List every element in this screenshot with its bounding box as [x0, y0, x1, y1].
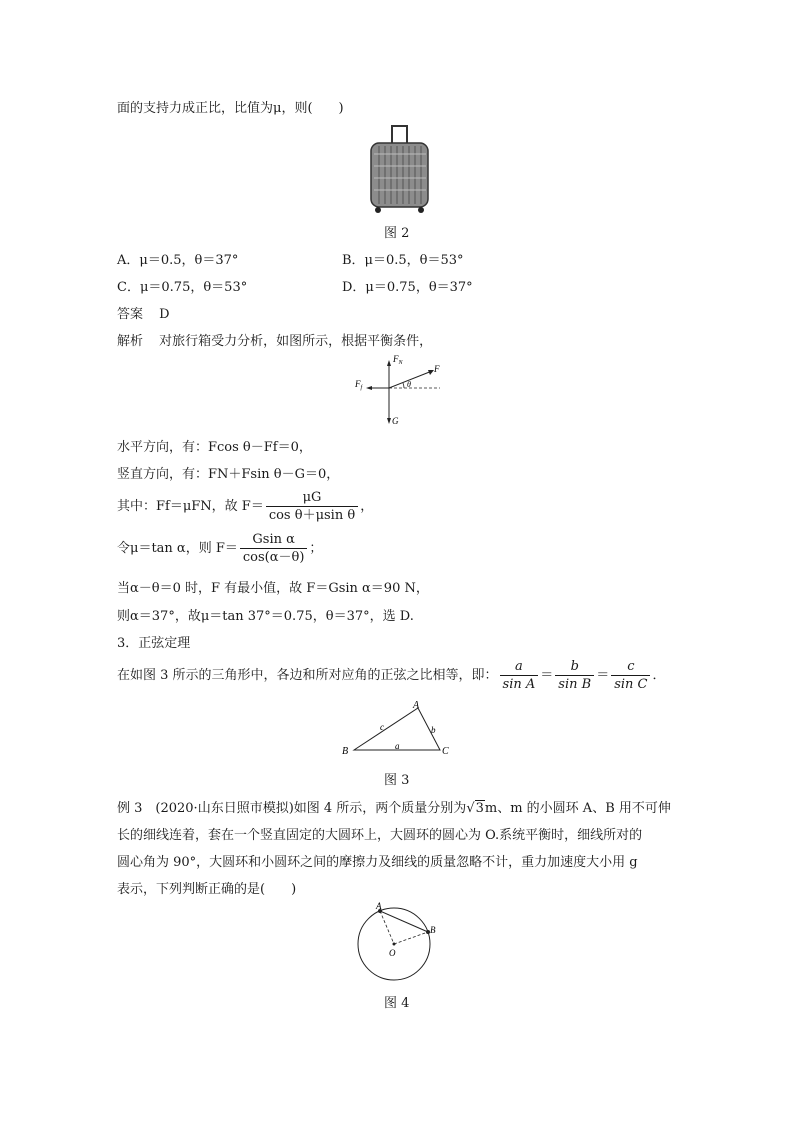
suitcase-figure [366, 124, 434, 214]
section-heading-sine-law: 3．正弦定理 [117, 636, 191, 651]
point-b: B [430, 925, 436, 935]
answer-label: 答案 [117, 307, 144, 322]
vertex-c: C [442, 746, 449, 757]
option-a: A．μ＝0.5，θ＝37° [117, 253, 239, 268]
option-d: D．μ＝0.75，θ＝37° [342, 280, 473, 295]
vertex-a: A [413, 700, 420, 711]
suitcase-body [371, 143, 428, 207]
answer-row [117, 303, 170, 322]
example-3-line-3: 圆心角为 90°，大圆环和小圆环之间的摩擦力及细线的质量忽略不计，重力加速度大小用 g [117, 855, 638, 870]
fraction: $\frac{c}{\text{sin C}}$ [611, 659, 650, 692]
equation-result: 则α＝37°，故μ＝tan 37°＝0.75，θ＝37°，选 D. [117, 609, 414, 624]
force-diagram [344, 350, 454, 428]
side-a: a [395, 741, 400, 751]
figure-2-caption: 图 2 [384, 226, 410, 241]
vertex-b: B [342, 746, 349, 757]
point-a: A [376, 901, 382, 911]
label-fn: $F_N$ [393, 354, 403, 366]
analysis-row [117, 330, 432, 349]
circle-figure [352, 900, 442, 990]
equation-friction: 其中：Ff＝μFN，故 F＝ $\frac{\mu G}{\text{cos θ＋μsin θ}}$ ， [117, 490, 374, 523]
figure-3-caption: 图 3 [384, 773, 410, 788]
label-theta: θ [407, 380, 411, 389]
wheel [375, 207, 381, 213]
point-o: O [389, 948, 396, 958]
triangle-figure [340, 700, 455, 760]
fraction: $\frac{b}{\text{sin B}}$ [555, 659, 594, 692]
side-c: c [380, 722, 384, 732]
example-3-line-1: 例 3 (2020·山东日照市模拟)如图 4 所示，两个质量分别为√3m、m 的小圆环 A、B 用不可伸 [117, 801, 671, 816]
wheel [418, 207, 424, 213]
label-f: F [434, 364, 440, 374]
option-c: C．μ＝0.75，θ＝53° [117, 280, 248, 295]
equation-tan: 令μ＝tan α，则 F＝ $\frac{\text{Gsin α}}{\cos(\alpha-\theta)}$ ； [117, 532, 323, 565]
fraction: $\frac{\text{Gsin α}}{\cos(\alpha-\theta)}$ [240, 532, 308, 565]
equation-min: 当α－θ＝0 时，F 有最小值，故 F＝Gsin α＝90 N， [117, 581, 429, 596]
answer-value: D [159, 307, 170, 322]
side-b: b [431, 725, 436, 735]
equation-horizontal: 水平方向，有：Fcos θ－Ff＝0， [117, 440, 312, 455]
analysis-label: 解析 [117, 334, 144, 349]
label-g: G [392, 416, 399, 426]
example-3-line-2: 长的细线连着，套在一个竖直固定的大圆环上，大圆环的圆心为 O.系统平衡时，细线所对的 [117, 828, 643, 843]
figure-4-caption: 图 4 [384, 996, 410, 1011]
suitcase-handle [392, 126, 407, 144]
fraction: $\frac{\mu G}{\text{cos θ＋μsin θ}}$ [266, 490, 358, 523]
example-3-line-4: 表示，下列判断正确的是( ) [117, 882, 297, 897]
sine-law-statement: 在如图 3 所示的三角形中，各边和所对应角的正弦之比相等，即： $\frac{a}{\text{sin A}}$ ＝ $\frac{b}{\text{sin B}}$ ＝ $\frac{c}{\text{sin C}}$ ． [117, 659, 666, 692]
fraction: $\frac{a}{\text{sin A}}$ [500, 659, 539, 692]
label-ff: $F_f$ [355, 379, 363, 391]
option-b: B．μ＝0.5，θ＝53° [342, 253, 464, 268]
sqrt-radicand: 3 [475, 801, 484, 816]
analysis-text: 对旅行箱受力分析，如图所示，根据平衡条件， [159, 334, 433, 349]
equation-vertical: 竖直方向，有：FN＋Fsin θ－G＝0， [117, 467, 340, 482]
question-continuation: 面的支持力成正比，比值为μ，则( ) [117, 101, 344, 116]
